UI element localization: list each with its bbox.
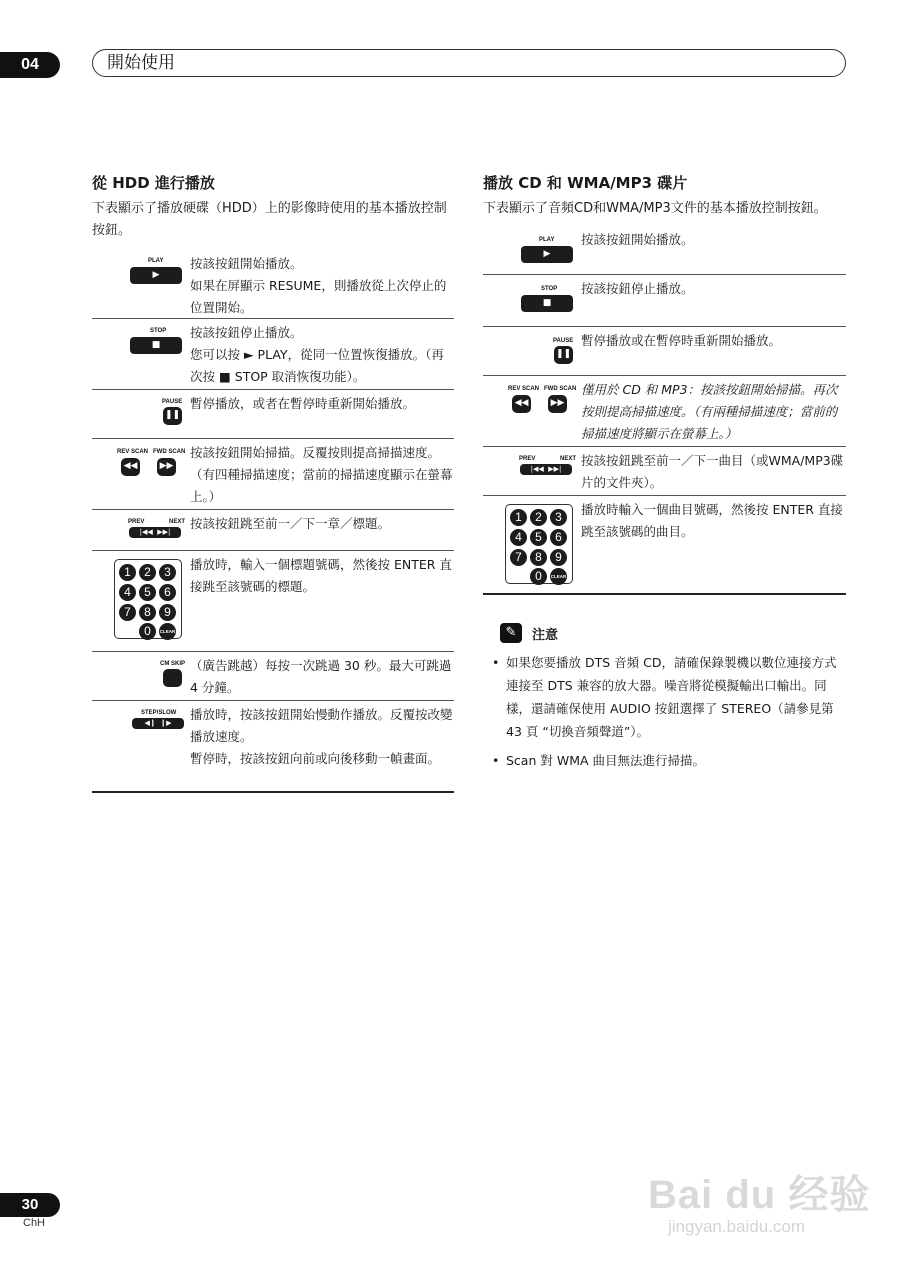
- right-section-title: 播放 CD 和 WMA/MP3 碟片: [483, 174, 688, 192]
- table-row: [483, 226, 846, 274]
- pencil-note-icon: ✎: [500, 623, 522, 643]
- play-button-illustration: PLAY ▶: [92, 250, 190, 318]
- play-button-illustration: PLAY ▶: [483, 226, 581, 274]
- chapter-number-badge: 04: [0, 52, 60, 78]
- table-row: [92, 550, 454, 651]
- skip-back-skip-forward-icon: |◀◀ ▶▶|: [520, 464, 572, 475]
- play-icon: ▶: [130, 267, 182, 284]
- right-section-intro: 下表顯示了音頻CD和WMA/MP3文件的基本播放控制按鈕。: [483, 201, 827, 216]
- scan-buttons-illustration: REV SCAN FWD SCAN ◀◀ ▶▶: [92, 439, 190, 509]
- pause-button-illustration: PAUSE ❚❚: [483, 327, 581, 375]
- number-keys-illustration: [483, 496, 581, 596]
- row-description: 按該按鈕開始播放。 如果在屏顯示 RESUME，則播放從上次停止的位置開始。: [190, 256, 447, 315]
- cm-skip-icon: [163, 669, 182, 687]
- numpad: 1 2 3 4 5 6 7 8 9 0 CLEAR: [114, 559, 182, 639]
- table-row: [92, 318, 454, 389]
- table-row: [483, 495, 846, 596]
- page-number: 30: [0, 1193, 60, 1217]
- row-description: 按該按鈕開始掃描。反覆按則提高掃描速度。（有四種掃描速度；當前的掃描速度顯示在螢幕上。）: [190, 445, 453, 504]
- table-row: [483, 274, 846, 326]
- note-title: 注意: [532, 628, 559, 643]
- row-description: 按該按鈕跳至前一／下一曲目（或WMA/MP3碟片的文件夾）。: [581, 453, 844, 490]
- row-description: 播放時輸入一個曲目號碼，然後按 ENTER 直接跳至該號碼的曲目。: [581, 502, 843, 539]
- table-bottom-rule: [92, 791, 454, 793]
- row-description: 按該按鈕開始播放。: [581, 232, 694, 247]
- list-item: • 如果您要播放 DTS 音頻 CD，請確保錄製機以數位連接方式連接至 DTS 兼容的放大器。噪音將從模擬輸出口輸出。同樣，還請確保使用 AUDIO 按鈕選擇了 STEREO（請參見第 43 頁 “切換音頻聲道”）。: [492, 655, 837, 739]
- fast-forward-icon: ▶▶: [548, 395, 567, 413]
- language-code: ChH: [23, 1217, 46, 1229]
- numpad: 1 2 3 4 5 6 7 8 9 0 CLEAR: [505, 504, 573, 584]
- row-description: 播放時，按該按鈕開始慢動作播放。反覆按改變播放速度。 暫停時，按該按鈕向前或向後移動一幀畫面。: [190, 707, 453, 766]
- step-slow-button-illustration: STEP/SLOW ◀❙ ❙▶: [92, 701, 190, 791]
- rewind-icon: ◀◀: [512, 395, 531, 413]
- right-table-bottom-rule: [483, 593, 846, 595]
- left-control-table: [92, 250, 454, 793]
- stop-button-illustration: STOP ■: [483, 275, 581, 326]
- table-row: [483, 446, 846, 495]
- step-slow-icon: ◀❙ ❙▶: [132, 718, 184, 729]
- row-description: 按該按鈕停止播放。: [581, 281, 694, 296]
- note-list: [492, 651, 848, 778]
- left-section-intro: 下表顯示了播放硬碟（HDD）上的影像時使用的基本播放控制按鈕。: [92, 201, 447, 238]
- row-description: 按該按鈕停止播放。 您可以按 ► PLAY，從同一位置恢復播放。（再次按 ■ STOP 取消恢復功能）。: [190, 325, 444, 384]
- scan-buttons-illustration: REV SCAN FWD SCAN ◀◀ ▶▶: [483, 376, 581, 446]
- table-row: [92, 250, 454, 318]
- row-description: 暫停播放或在暫停時重新開始播放。: [581, 333, 782, 348]
- table-row: [483, 375, 846, 446]
- prev-next-buttons-illustration: PREV NEXT |◀◀ ▶▶|: [128, 519, 186, 536]
- pause-button-illustration: PAUSE ❚❚: [92, 390, 190, 438]
- table-row: [92, 389, 454, 438]
- pause-icon: ❚❚: [554, 346, 573, 364]
- watermark-url: jingyan.baidu.com: [668, 1217, 806, 1236]
- chapter-title: 開始使用: [92, 49, 846, 77]
- baidu-watermark: [648, 1163, 888, 1258]
- left-section-title: 從 HDD 進行播放: [92, 174, 215, 192]
- number-keys-illustration: [92, 551, 190, 651]
- row-description: 僅用於 CD 和 MP3：按該按鈕開始掃描。再次按則提高掃描速度。（有兩種掃描速度；當前的掃描速度將顯示在螢幕上。）: [581, 382, 838, 441]
- table-row: [92, 700, 454, 791]
- row-description: 播放時，輸入一個標題號碼，然後按 ENTER 直接跳至該號碼的標題。: [190, 557, 452, 594]
- stop-icon: ■: [521, 295, 573, 312]
- stop-icon: ■: [130, 337, 182, 354]
- right-control-table: [483, 226, 846, 596]
- list-item: • Scan 對 WMA 曲目無法進行掃描。: [492, 753, 706, 768]
- row-description: （廣告跳越）每按一次跳過 30 秒。最大可跳過 4 分鐘。: [190, 658, 452, 695]
- row-description: 按該按鈕跳至前一／下一章／標題。: [190, 516, 391, 531]
- table-row: [92, 651, 454, 700]
- stop-button-illustration: STOP ■: [92, 319, 190, 389]
- row-description: 暫停播放，或者在暫停時重新開始播放。: [190, 396, 416, 411]
- skip-back-skip-forward-icon: |◀◀ ▶▶|: [129, 527, 181, 538]
- prev-next-buttons-illustration: PREV NEXT |◀◀ ▶▶|: [519, 456, 577, 473]
- fast-forward-icon: ▶▶: [157, 458, 176, 476]
- table-row: [92, 509, 454, 550]
- rewind-icon: ◀◀: [121, 458, 140, 476]
- cm-skip-button-illustration: CM SKIP: [92, 652, 190, 700]
- watermark-logo: Bai du 经验: [648, 1173, 871, 1217]
- pause-icon: ❚❚: [163, 407, 182, 425]
- table-row: [92, 438, 454, 509]
- table-row: [483, 326, 846, 375]
- play-icon: ▶: [521, 246, 573, 263]
